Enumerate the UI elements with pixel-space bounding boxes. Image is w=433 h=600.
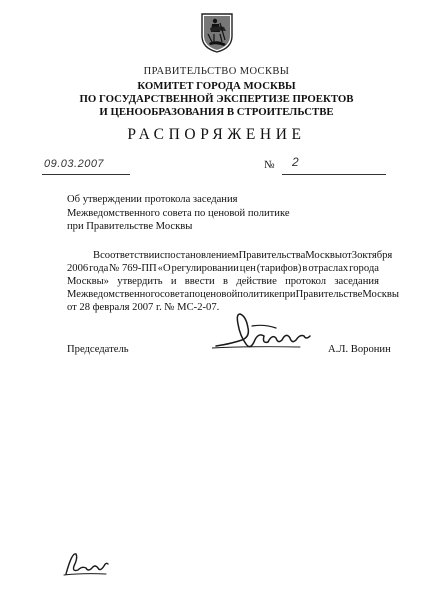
body-word: «О <box>157 263 171 274</box>
body-word: соответствии <box>100 250 160 261</box>
document-date: 09.03.2007 <box>44 158 105 170</box>
subject-line: при Правительстве Москвы <box>67 221 193 232</box>
body-word: ценовой <box>200 289 238 300</box>
body-word: Москвы» <box>67 276 109 287</box>
body-word: 2006 <box>67 263 89 274</box>
subject-line: Об утверждении протокола заседания <box>67 194 238 205</box>
body-line <box>67 262 379 275</box>
government-name: ПРАВИТЕЛЬСТВО МОСКВЫ <box>143 66 290 77</box>
body-word: (тарифов) <box>256 263 302 274</box>
handwritten-initials <box>62 548 110 578</box>
moscow-coat-of-arms-icon <box>200 10 234 54</box>
body-word: в <box>302 263 308 274</box>
body-word: октября <box>357 250 393 261</box>
body-word: с <box>159 250 165 261</box>
body-word: от <box>341 250 352 261</box>
body-word: Межведомственного <box>67 289 160 300</box>
body-word: при <box>278 289 296 300</box>
document-type-title: РАСПОРЯЖЕНИЕ <box>127 126 306 143</box>
body-word: протокол <box>285 276 327 287</box>
signatory-name: А.Л. Воронин <box>328 344 391 355</box>
body-word: 3 <box>351 250 358 261</box>
body-word: года <box>89 263 109 274</box>
handwritten-signature <box>212 306 320 360</box>
body-word: регулировании <box>171 263 239 274</box>
document-subject <box>67 193 290 234</box>
body-line <box>67 275 379 288</box>
committee-name-line-2: ПО ГОСУДАРСТВЕННОЙ ЭКСПЕРТИЗЕ ПРОЕКТОВ <box>79 93 354 105</box>
number-sign: № <box>264 159 275 171</box>
body-word: постановлением <box>164 250 239 261</box>
body-line <box>67 249 393 262</box>
body-word: совета <box>159 289 190 300</box>
subject-line: Межведомственного совета по ценовой политике <box>67 207 290 219</box>
body-word: № 769-ПП <box>109 263 157 274</box>
body-word: от 28 февраля 2007 г. № МС-2-07. <box>67 302 220 313</box>
committee-name-line-3: И ЦЕНООБРАЗОВАНИЯ В СТРОИТЕЛЬСТВЕ <box>99 106 334 118</box>
body-word: Москвы <box>305 250 342 261</box>
document-number: 2 <box>292 155 299 169</box>
body-word: Правительстве <box>295 289 363 300</box>
body-word: Правительства <box>238 250 306 261</box>
committee-name-line-1: КОМИТЕТ ГОРОДА МОСКВЫ <box>137 80 296 92</box>
body-line <box>67 288 400 301</box>
body-word: цен <box>239 263 256 274</box>
body-word: действие <box>236 276 277 287</box>
body-word: города <box>349 263 379 274</box>
body-word: Москвы <box>362 289 400 300</box>
body-word: утвердить <box>117 276 163 287</box>
body-word: ввести <box>184 276 215 287</box>
body-word: политике <box>237 289 279 300</box>
body-word: в <box>223 276 229 287</box>
body-word: и <box>170 276 177 287</box>
body-word: отраслах <box>308 263 349 274</box>
body-paragraph <box>67 249 400 314</box>
signatory-position: Председатель <box>67 344 129 355</box>
body-word: по <box>189 289 201 300</box>
body-word: заседания <box>334 276 379 287</box>
body-word: В <box>93 250 101 261</box>
